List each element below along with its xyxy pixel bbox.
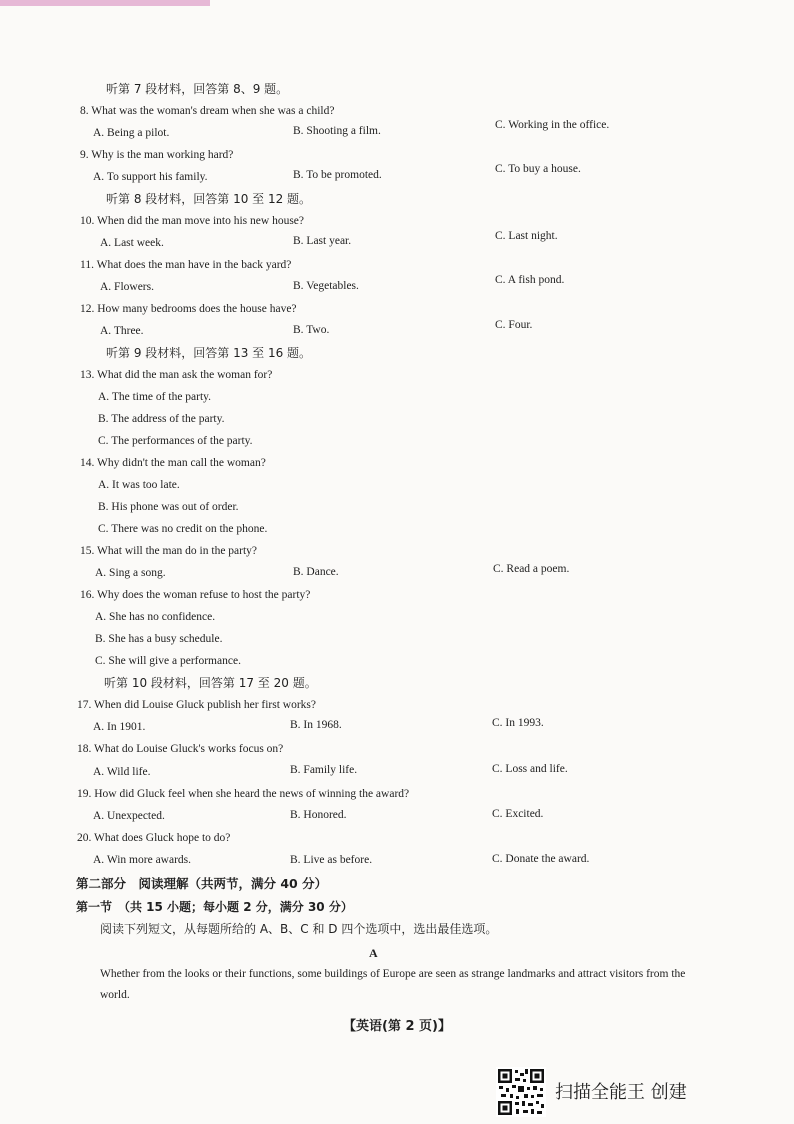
- section-instruction-9: 听第 9 段材料，回答第 13 至 16 题。: [106, 346, 312, 360]
- q10-option-a: A. Last week.: [100, 237, 164, 249]
- question-16: 16. Why does the woman refuse to host the party?: [80, 589, 311, 601]
- q13-option-b: B. The address of the party.: [98, 413, 225, 425]
- q17-option-b: B. In 1968.: [290, 719, 342, 731]
- q20-option-c: C. Donate the award.: [492, 853, 590, 865]
- passage-text: Whether from the looks or their functions, some buildings of Europe are seen as strange landmarks and attract visitors from the world.: [100, 968, 686, 1001]
- q8-option-b: B. Shooting a film.: [293, 125, 381, 137]
- q15-option-c: C. Read a poem.: [493, 563, 570, 575]
- q20-option-b: B. Live as before.: [290, 854, 373, 866]
- q10-option-c: C. Last night.: [495, 230, 558, 242]
- page-footer: 【英语(第 2 页)】: [343, 1019, 451, 1034]
- q19-option-b: B. Honored.: [290, 809, 347, 821]
- question-12: 12. How many bedrooms does the house have?: [80, 303, 297, 315]
- q14-option-a: A. It was too late.: [98, 479, 180, 491]
- q16-option-c: C. She will give a performance.: [95, 655, 241, 667]
- question-14: 14. Why didn't the man call the woman?: [80, 457, 266, 469]
- q13-option-a: A. The time of the party.: [98, 391, 212, 403]
- q14-option-c: C. There was no credit on the phone.: [98, 523, 268, 535]
- reading-instruction: 阅读下列短文，从每题所给的 A、B、C 和 D 四个选项中，选出最佳选项。: [100, 922, 498, 936]
- q16-option-a: A. She has no confidence.: [95, 611, 216, 623]
- section-instruction-7: 听第 7 段材料，回答第 8、9 题。: [106, 82, 289, 96]
- question-15: 15. What will the man do in the party?: [80, 545, 258, 557]
- question-10: 10. When did the man move into his new house?: [80, 215, 304, 227]
- section-one-heading: 第一节 （共 15 小题；每小题 2 分，满分 30 分）: [76, 900, 353, 914]
- part-two-heading: 第二部分 阅读理解（共两节，满分 40 分）: [76, 876, 328, 891]
- q11-option-a: A. Flowers.: [100, 281, 154, 293]
- q14-option-b: B. His phone was out of order.: [98, 501, 239, 513]
- q10-option-b: B. Last year.: [293, 235, 352, 247]
- top-color-strip: [0, 0, 210, 6]
- q18-option-c: C. Loss and life.: [492, 763, 568, 775]
- q13-option-c: C. The performances of the party.: [98, 435, 253, 447]
- question-19: 19. How did Gluck feel when she heard the news of winning the award?: [77, 788, 410, 800]
- question-8: 8. What was the woman's dream when she was a child?: [80, 105, 335, 117]
- question-17: 17. When did Louise Gluck publish her first works?: [77, 699, 317, 711]
- q18-option-b: B. Family life.: [290, 764, 358, 776]
- q11-option-b: B. Vegetables.: [293, 280, 359, 292]
- scanner-brand-label: 扫描全能王 创建: [555, 1082, 687, 1103]
- q9-option-b: B. To be promoted.: [293, 169, 382, 181]
- qr-code-icon: [496, 1067, 546, 1117]
- q9-option-a: A. To support his family.: [93, 171, 208, 183]
- q18-option-a: A. Wild life.: [93, 766, 151, 778]
- section-instruction-10: 听第 10 段材料，回答第 17 至 20 题。: [104, 676, 317, 690]
- question-13: 13. What did the man ask the woman for?: [80, 369, 273, 381]
- question-11: 11. What does the man have in the back yard?: [80, 259, 292, 271]
- q11-option-c: C. A fish pond.: [495, 274, 565, 286]
- q20-option-a: A. Win more awards.: [93, 854, 192, 866]
- q17-option-c: C. In 1993.: [492, 717, 544, 729]
- q15-option-b: B. Dance.: [293, 566, 339, 578]
- passage-label: A: [369, 946, 378, 960]
- q17-option-a: A. In 1901.: [93, 721, 146, 733]
- section-instruction-8: 听第 8 段材料，回答第 10 至 12 题。: [106, 192, 312, 206]
- q12-option-b: B. Two.: [293, 324, 330, 336]
- q8-option-a: A. Being a pilot.: [93, 127, 170, 139]
- question-18: 18. What do Louise Gluck's works focus on?: [77, 743, 284, 755]
- q19-option-a: A. Unexpected.: [93, 810, 165, 822]
- q12-option-c: C. Four.: [495, 319, 533, 331]
- q16-option-b: B. She has a busy schedule.: [95, 633, 223, 645]
- q8-option-c: C. Working in the office.: [495, 119, 610, 131]
- q12-option-a: A. Three.: [100, 325, 144, 337]
- q9-option-c: C. To buy a house.: [495, 163, 581, 175]
- question-9: 9. Why is the man working hard?: [80, 149, 234, 161]
- q19-option-c: C. Excited.: [492, 808, 544, 820]
- q15-option-a: A. Sing a song.: [95, 567, 166, 579]
- question-20: 20. What does Gluck hope to do?: [77, 832, 231, 844]
